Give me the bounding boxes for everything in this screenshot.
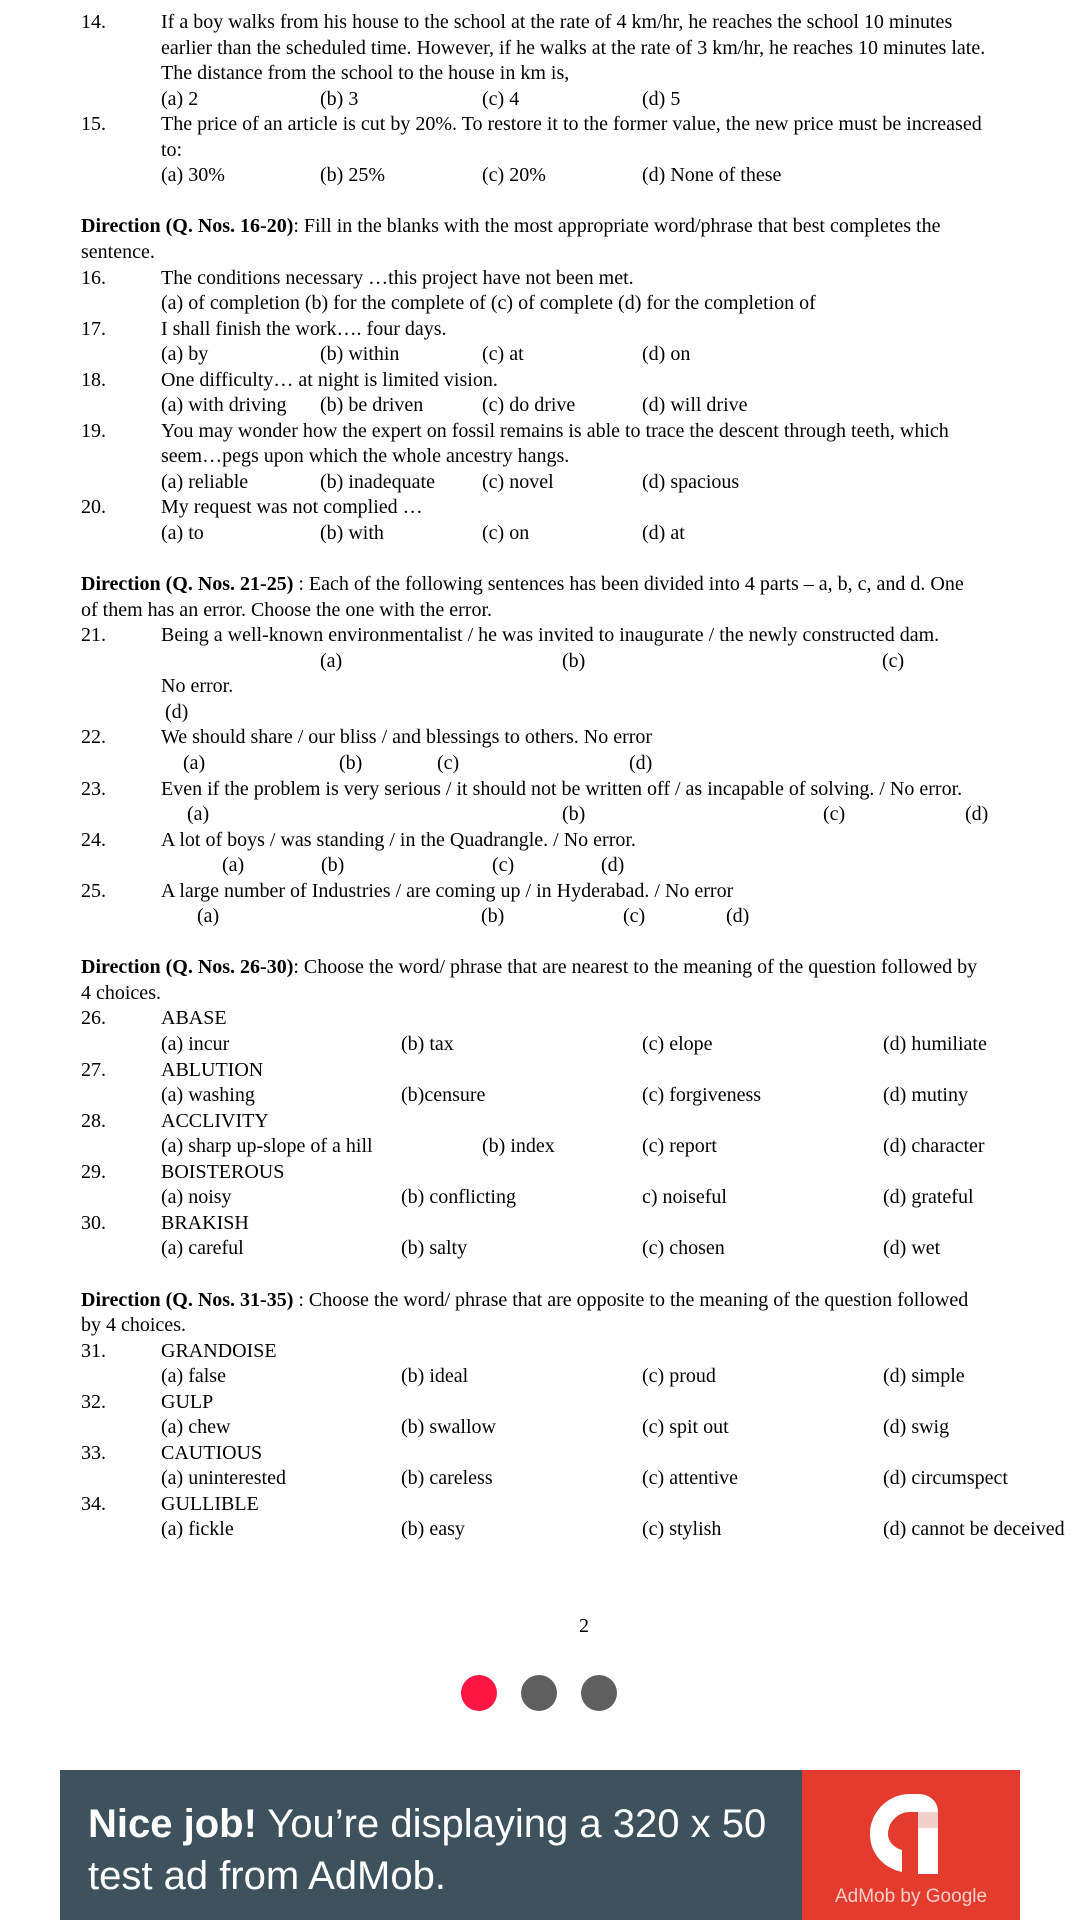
question-number: 28. xyxy=(81,1109,106,1132)
question-text: No error. xyxy=(161,675,234,698)
direction-line xyxy=(81,1288,968,1313)
answer-option: (b) 3 xyxy=(320,87,359,110)
question-text: The price of an article is cut by 20%. To restore it to the former value, the new price must be increased xyxy=(161,113,982,136)
part-marker: (b) xyxy=(562,803,586,826)
answer-option: (b) with xyxy=(320,522,384,544)
part-marker: (c) xyxy=(623,905,646,928)
question-text: (a) of completion (b) for the complete of (c) of complete (d) for the completion of xyxy=(161,292,816,315)
part-marker: (a) xyxy=(187,803,210,826)
answer-option: (b) within xyxy=(320,343,400,366)
direction-heading: Direction (Q. Nos. 31-35) xyxy=(81,1288,294,1311)
answer-option: (a) with driving xyxy=(161,394,287,417)
question-text: A large number of Industries / are coming up / in Hyderabad. / No error xyxy=(161,879,734,902)
question-number: 19. xyxy=(81,419,106,442)
question-text: earlier than the scheduled time. However, if he walks at the rate of 3 km/hr, he reaches 10 minutes late. xyxy=(161,36,986,59)
question-text: BOISTEROUS xyxy=(161,1160,285,1183)
answer-option: (d) on xyxy=(642,343,691,366)
direction-heading: Direction (Q. Nos. 21-25) xyxy=(81,573,294,596)
direction-heading: Direction (Q. Nos. 16-20) xyxy=(81,215,294,238)
admob-test-ad-banner[interactable] xyxy=(60,1770,1020,1920)
answer-option: (c) proud xyxy=(642,1365,716,1388)
admob-logo-icon xyxy=(864,1788,956,1880)
question-number: 30. xyxy=(81,1211,106,1234)
question-text: A lot of boys / was standing / in the Quadrangle. / No error. xyxy=(161,828,636,851)
answer-option: (d) 5 xyxy=(642,87,681,110)
answer-option: (c) spit out xyxy=(642,1416,729,1439)
question-text: ABLUTION xyxy=(161,1058,264,1081)
question-number: 27. xyxy=(81,1058,106,1081)
answer-option: (d) None of these xyxy=(642,164,782,187)
part-marker: (d) xyxy=(165,700,189,723)
part-marker: (c) xyxy=(492,854,515,877)
answer-option: (b) swallow xyxy=(401,1416,496,1439)
answer-option: (c) chosen xyxy=(642,1237,725,1260)
answer-option: (a) chew xyxy=(161,1416,231,1439)
question-number: 31. xyxy=(81,1339,106,1362)
answer-option: (c) attentive xyxy=(642,1467,739,1490)
answer-option: (b) tax xyxy=(401,1033,454,1055)
question-text: My request was not complied … xyxy=(161,496,423,519)
question-number: 23. xyxy=(81,777,106,800)
answer-option: (b) 25% xyxy=(320,164,385,187)
question-number: 33. xyxy=(81,1441,106,1464)
question-text: Being a well-known environmentalist / he was invited to inaugurate / the newly constructed dam. xyxy=(161,624,940,647)
question-number: 18. xyxy=(81,368,106,391)
question-text: BRAKISH xyxy=(161,1211,249,1234)
question-number: 21. xyxy=(81,624,106,647)
answer-option: (a) false xyxy=(161,1365,226,1388)
answer-option: (a) washing xyxy=(161,1084,255,1107)
answer-option: (b) salty xyxy=(401,1237,468,1260)
question-text: GULP xyxy=(161,1390,214,1413)
question-text: GRANDOISE xyxy=(161,1339,277,1362)
part-marker: (a) xyxy=(197,905,220,928)
direction-text: : Choose the word/ phrase that are opposite to the meaning of the question followed xyxy=(293,1288,969,1311)
question-number: 29. xyxy=(81,1160,106,1183)
question-text: Even if the problem is very serious / it should not be written off / as incapable of solving. / No error. xyxy=(161,777,963,800)
page-dot-1[interactable] xyxy=(461,1675,497,1711)
answer-option: (a) reliable xyxy=(161,470,249,493)
question-number: 14. xyxy=(81,11,106,33)
answer-option: (d) at xyxy=(642,522,685,544)
answer-option: c) noiseful xyxy=(642,1186,727,1209)
answer-option: (d) cannot be deceived xyxy=(883,1518,1065,1541)
answer-option: (b) ideal xyxy=(401,1365,469,1388)
part-marker: (d) xyxy=(965,803,989,826)
direction-text: : Choose the word/ phrase that are nearest to the meaning of the question followed by xyxy=(293,956,978,979)
direction-continuation: 4 choices. xyxy=(81,981,161,1004)
question-number: 24. xyxy=(81,828,106,851)
part-marker: (c) xyxy=(882,649,905,672)
question-number: 26. xyxy=(81,1007,106,1030)
answer-option: (c) forgiveness xyxy=(642,1084,762,1107)
answer-option: (c) do drive xyxy=(482,394,576,417)
part-marker: (c) xyxy=(823,803,846,826)
answer-option: (d) simple xyxy=(883,1365,965,1388)
part-marker: (a) xyxy=(183,751,206,774)
answer-option: (a) careful xyxy=(161,1237,244,1260)
answer-option: (a) to xyxy=(161,522,204,544)
answer-option: (a) 2 xyxy=(161,87,199,110)
answer-option: (d) will drive xyxy=(642,394,748,417)
direction-text: : Fill in the blanks with the most appropriate word/phrase that best completes the xyxy=(293,215,941,238)
answer-option: (c) on xyxy=(482,522,530,544)
page-indicator[interactable] xyxy=(461,1675,617,1711)
page-dot-3[interactable] xyxy=(581,1675,617,1711)
answer-option: (b) easy xyxy=(401,1518,465,1541)
ad-headline: Nice job! You’re displaying a 320 x 50 test ad from AdMob. xyxy=(88,1802,767,1898)
question-text: If a boy walks from his house to the school at the rate of 4 km/hr, he reaches the school 10 minutes xyxy=(161,11,953,33)
question-number: 32. xyxy=(81,1390,106,1413)
question-number: 16. xyxy=(81,266,106,289)
part-marker: (d) xyxy=(629,751,653,774)
part-marker: (b) xyxy=(562,649,586,672)
answer-option: (b) be driven xyxy=(320,394,424,417)
part-marker: (c) report xyxy=(642,1135,717,1158)
part-marker: (b) xyxy=(339,751,363,774)
answer-option: (b) inadequate xyxy=(320,470,435,493)
answer-option: (c) at xyxy=(482,343,524,366)
direction-line xyxy=(81,214,940,239)
part-marker: (a) sharp up-slope of a hill xyxy=(161,1135,373,1158)
question-text: One difficulty… at night is limited vision. xyxy=(161,368,498,391)
answer-option: (c) elope xyxy=(642,1033,713,1055)
direction-heading: Direction (Q. Nos. 26-30) xyxy=(81,956,294,979)
question-text: You may wonder how the expert on fossil remains is able to trace the descent through teeth, which xyxy=(161,419,949,442)
question-number: 22. xyxy=(81,726,106,749)
part-marker: (c) xyxy=(437,751,460,774)
answer-option: (a) fickle xyxy=(161,1518,234,1541)
question-number: 15. xyxy=(81,113,106,136)
answer-option: (a) incur xyxy=(161,1033,230,1055)
direction-text: : Each of the following sentences has been divided into 4 parts – a, b, c, and d. One xyxy=(293,573,964,596)
answer-option: (d) spacious xyxy=(642,470,740,493)
answer-option: (d) wet xyxy=(883,1237,941,1260)
ad-logo-panel xyxy=(802,1770,1020,1920)
page-dot-2[interactable] xyxy=(521,1675,557,1711)
question-text: CAUTIOUS xyxy=(161,1441,263,1464)
direction-continuation: of them has an error. Choose the one with the error. xyxy=(81,598,492,621)
direction-line xyxy=(81,572,964,597)
answer-option: (d) grateful xyxy=(883,1186,974,1209)
answer-option: (c) novel xyxy=(482,470,554,493)
part-marker: (b) index xyxy=(482,1135,555,1158)
answer-option: (b) careless xyxy=(401,1467,493,1490)
page-number: 2 xyxy=(579,1615,589,1637)
ad-brand-label: AdMob by Google xyxy=(834,1886,988,1907)
answer-option: (d) swig xyxy=(883,1416,950,1439)
question-text: GULLIBLE xyxy=(161,1492,259,1515)
question-number: 25. xyxy=(81,879,106,902)
question-number: 34. xyxy=(81,1492,106,1515)
answer-option: (a) by xyxy=(161,343,209,366)
part-marker: (d) xyxy=(726,905,750,928)
answer-option: (a) 30% xyxy=(161,164,225,187)
part-marker: (a) xyxy=(320,649,343,672)
part-marker: (d) character xyxy=(883,1135,985,1158)
answer-option: (b)censure xyxy=(401,1084,486,1107)
question-text: I shall finish the work…. four days. xyxy=(161,317,447,340)
part-marker: (b) xyxy=(481,905,505,928)
question-text: seem…pegs upon which the whole ancestry hangs. xyxy=(161,445,570,468)
question-text: The distance from the school to the house in km is, xyxy=(161,62,570,85)
answer-option: (c) 20% xyxy=(482,164,546,187)
answer-option: (d) humiliate xyxy=(883,1033,987,1055)
answer-option: (c) stylish xyxy=(642,1518,722,1541)
answer-option: (b) conflicting xyxy=(401,1186,516,1209)
question-number: 17. xyxy=(81,317,106,340)
answer-option: (a) uninterested xyxy=(161,1467,286,1490)
answer-option: (a) noisy xyxy=(161,1186,232,1209)
direction-continuation: by 4 choices. xyxy=(81,1314,186,1337)
direction-continuation: sentence. xyxy=(81,240,155,263)
question-text: The conditions necessary …this project have not been met. xyxy=(161,266,634,289)
question-text: We should share / our bliss / and blessings to others. No error xyxy=(161,726,653,749)
part-marker: (d) xyxy=(601,854,625,877)
question-text: to: xyxy=(161,138,183,161)
answer-option: (c) 4 xyxy=(482,87,520,110)
answer-option: (d) mutiny xyxy=(883,1084,968,1107)
question-text: ABASE xyxy=(161,1007,227,1030)
part-marker: (a) xyxy=(222,854,245,877)
part-marker: (b) xyxy=(321,854,345,877)
answer-option: (d) circumspect xyxy=(883,1467,1008,1490)
question-text: ACCLIVITY xyxy=(161,1109,269,1132)
question-number: 20. xyxy=(81,496,106,519)
direction-line xyxy=(81,955,977,980)
